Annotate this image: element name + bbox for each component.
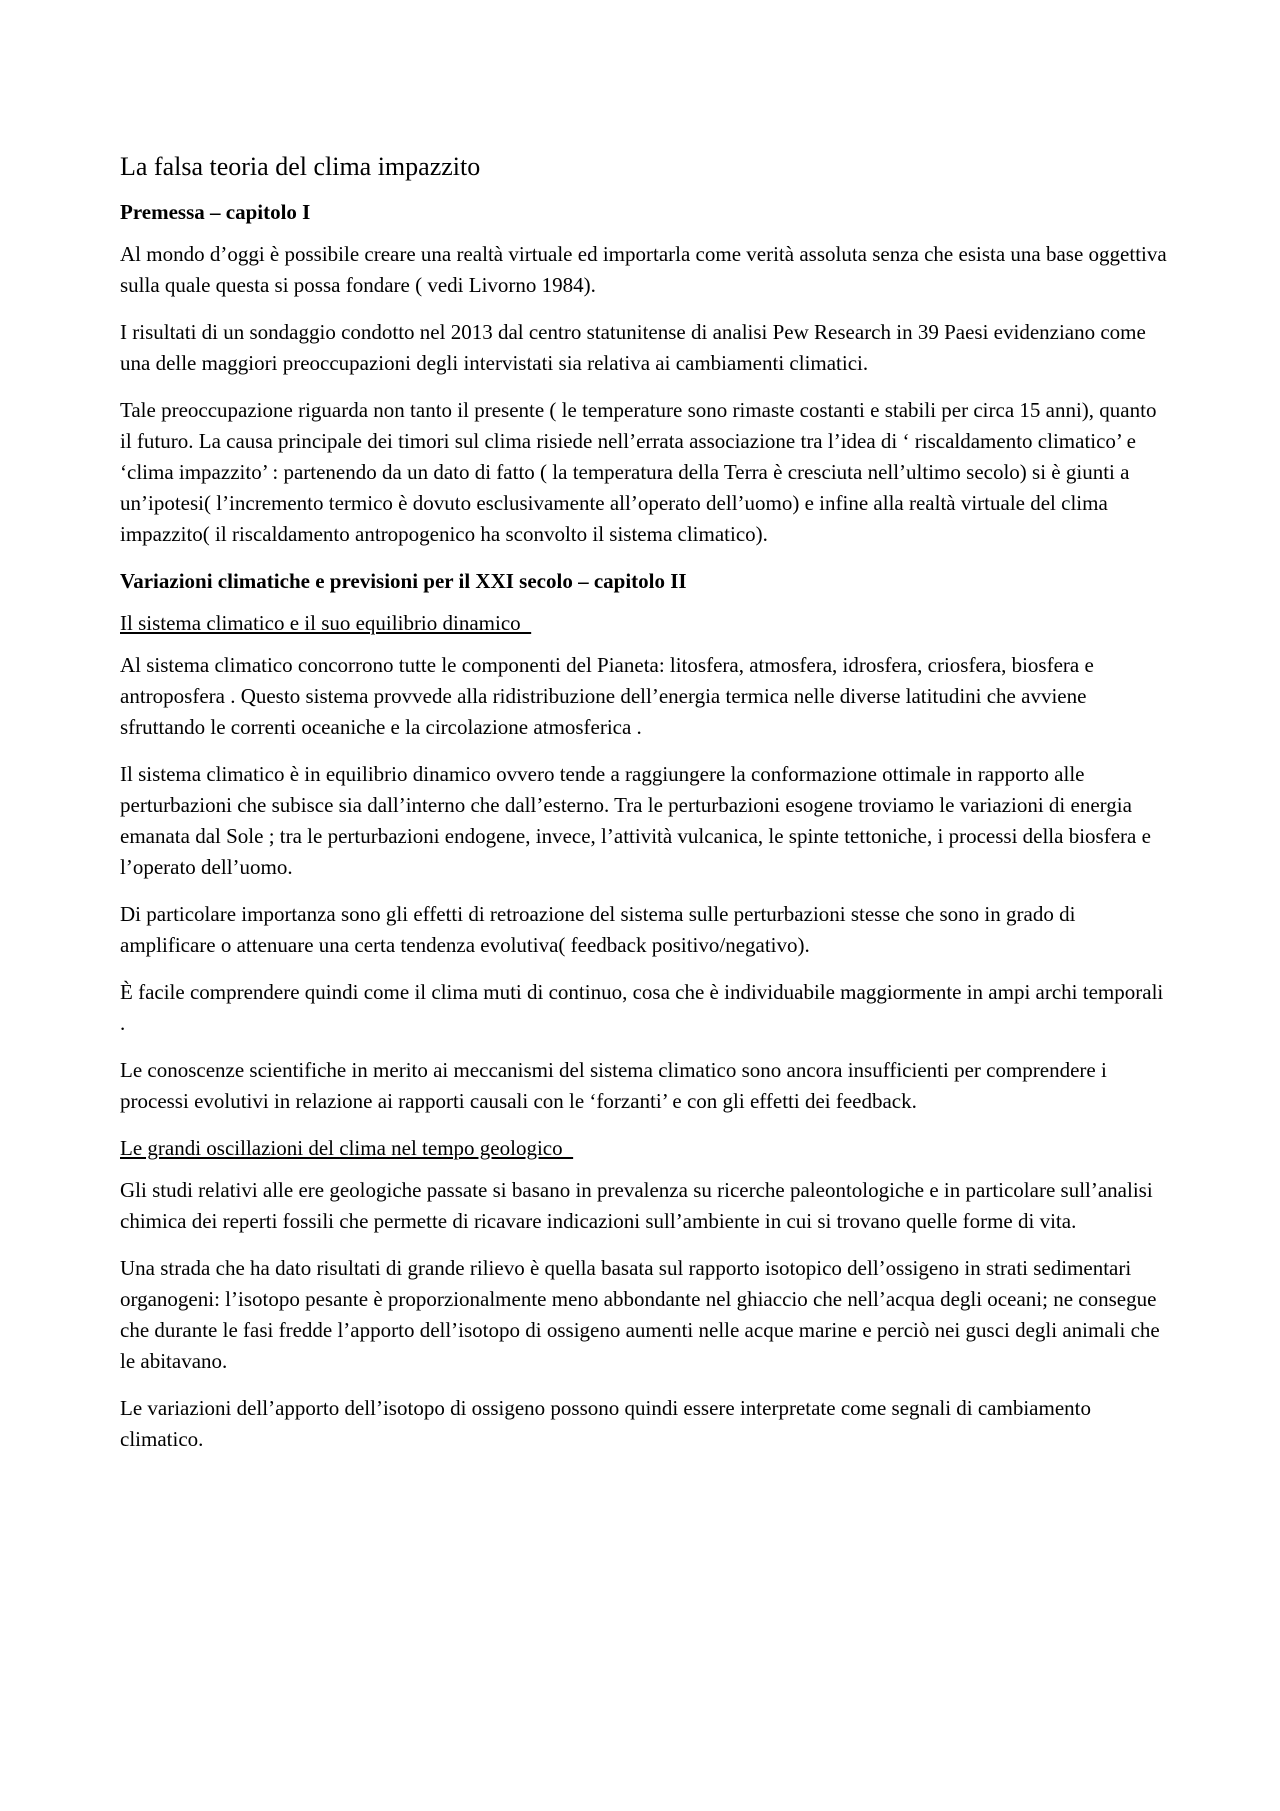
paragraph: Gli studi relativi alle ere geologiche passate si basano in prevalenza su ricerche paleontologiche e in particolare sull’analisi chimica dei reperti fossili che permette di ricavare indicazioni sull’ambiente in cui si trovano quelle forme di vita.	[120, 1178, 1153, 1233]
paragraph: Tale preoccupazione riguarda non tanto il presente ( le temperature sono rimaste costanti e stabili per circa 15 anni), quanto il futuro. La causa principale dei timori sul clima risiede nell’errata associazione tra l’idea di ‘ riscaldamento climatico’ e ‘clima impazzito’ : partenendo da un dato di fatto ( la temperatura della Terra è cresciuta nell’ultimo secolo) si è giunti a un’ipotesi( l’incremento termico è dovuto esclusivamente all’operato dell’uomo) e infine alla realtà virtuale del clima impazzito( il riscaldamento antropogenico ha sconvolto il sistema climatico).	[120, 398, 1157, 546]
paragraph: Al sistema climatico concorrono tutte le componenti del Pianeta: litosfera, atmosfera, idrosfera, criosfera, biosfera e antroposfera . Questo sistema provvede alla ridistribuzione dell’energia termica nelle diverse latitudini che avviene sfruttando le correnti oceaniche e la circolazione atmosferica .	[120, 653, 1094, 739]
chapter-2-heading: Variazioni climatiche e previsioni per il XXI secolo – capitolo II	[120, 569, 687, 593]
paragraph: Le variazioni dell’apporto dell’isotopo di ossigeno possono quindi essere interpretate come segnali di cambiamento climatico.	[120, 1396, 1091, 1451]
document-page	[120, 151, 1170, 1471]
paragraph: Il sistema climatico è in equilibrio dinamico ovvero tende a raggiungere la conformazione ottimale in rapporto alle perturbazioni che subisce sia dall’interno che dall’esterno. Tra le perturbazioni esogene troviamo le variazioni di energia emanata dal Sole ; tra le perturbazioni endogene, invece, l’attività vulcanica, le spinte tettoniche, i processi della biosfera e l’operato dell’uomo.	[120, 762, 1151, 879]
paragraph: Una strada che ha dato risultati di grande rilievo è quella basata sul rapporto isotopico dell’ossigeno in strati sedimentari organogeni: l’isotopo pesante è proporzionalmente meno abbondante nel ghiaccio che nell’acqua degli oceani; ne consegue che durante le fasi fredde l’apporto dell’isotopo di ossigeno aumenti nelle acque marine e perciò nei gusci degli animali che le abitavano.	[120, 1256, 1160, 1373]
paragraph: I risultati di un sondaggio condotto nel 2013 dal centro statunitense di analisi Pew Research in 39 Paesi evidenziano come una delle maggiori preoccupazioni degli intervistati sia relativa ai cambiamenti climatici.	[120, 320, 1146, 375]
chapter-1-heading: Premessa – capitolo I	[120, 200, 311, 224]
paragraph: Di particolare importanza sono gli effetti di retroazione del sistema sulle perturbazioni stesse che sono in grado di amplificare o attenuare una certa tendenza evolutiva( feedback positivo/negativo).	[120, 902, 1076, 957]
section-subheading: Il sistema climatico e il suo equilibrio dinamico	[120, 611, 532, 635]
section-subheading: Le grandi oscillazioni del clima nel tempo geologico	[120, 1136, 574, 1160]
document-title: La falsa teoria del clima impazzito	[120, 152, 481, 181]
paragraph: Le conoscenze scientifiche in merito ai meccanismi del sistema climatico sono ancora insufficienti per comprendere i processi evolutivi in relazione ai rapporti causali con le ‘forzanti’ e con gli effetti dei feedback.	[120, 1058, 1107, 1113]
paragraph: Al mondo d’oggi è possibile creare una realtà virtuale ed importarla come verità assoluta senza che esista una base oggettiva sulla quale questa si possa fondare ( vedi Livorno 1984).	[120, 242, 1167, 297]
paragraph: È facile comprendere quindi come il clima muti di continuo, cosa che è individuabile maggiormente in ampi archi temporali .	[120, 980, 1164, 1035]
